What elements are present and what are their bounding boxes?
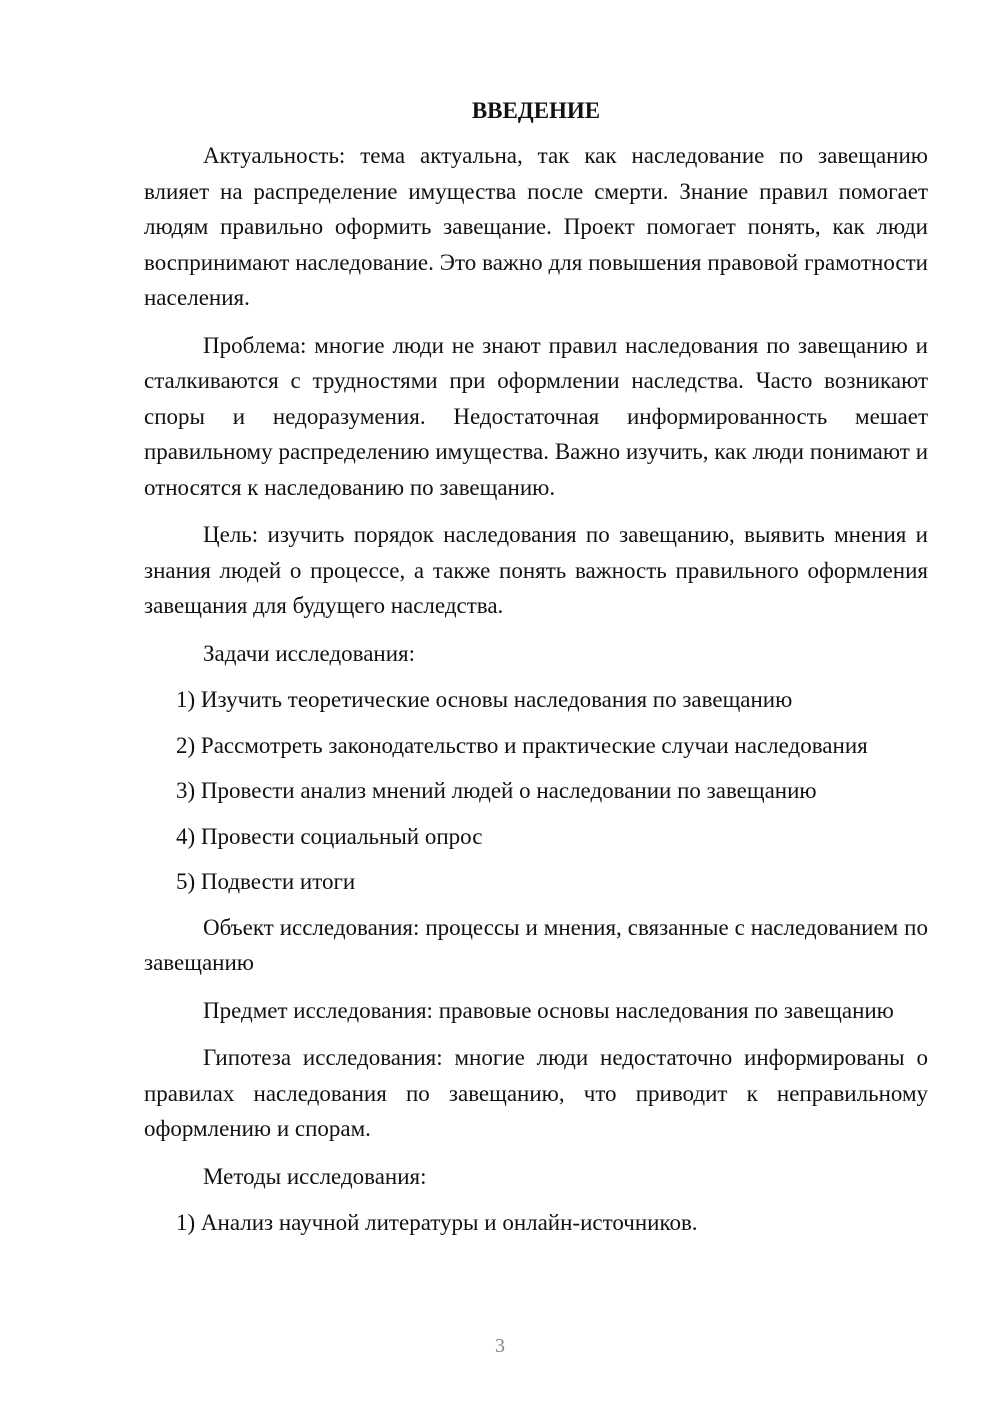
task-item: 5) Подвести итоги — [176, 869, 356, 894]
object-paragraph: Объект исследования: процессы и мнения, связанные с наследованием по завещанию — [144, 914, 928, 975]
page-title: ВВЕДЕНИЕ — [471, 98, 601, 123]
problem-paragraph: Проблема: многие люди не знают правил наследования по завещанию и сталкиваются с трудностями при оформлении наследства. Часто возникают споры и недоразумения. Недостаточная информированность мешает правильному распределению имущества. Важно изучить, как люди понимают и относятся к наследованию по завещанию. — [144, 332, 928, 500]
task-item: 1) Изучить теоретические основы наследования по завещанию — [176, 687, 793, 712]
methods-heading: Методы исследования: — [203, 1163, 427, 1189]
page-number: 3 — [495, 1335, 505, 1357]
method-item: 1) Анализ научной литературы и онлайн-источников. — [176, 1210, 698, 1235]
relevance-paragraph: Актуальность: тема актуальна, так как наследование по завещанию влияет на распределение имущества после смерти. Знание правил помогает людям правильно оформить завещание. Проект помогает понять, как люди воспринимают наследование. Это важно для повышения правовой грамотности населения. — [144, 143, 928, 310]
tasks-heading: Задачи исследования: — [203, 640, 416, 666]
task-item: 3) Провести анализ мнений людей о наследовании по завещанию — [176, 778, 817, 803]
document-page — [144, 97, 928, 1251]
task-item: 4) Провести социальный опрос — [176, 823, 483, 849]
tasks-list — [144, 682, 928, 900]
task-item: 2) Рассмотреть законодательство и практические случаи наследования — [176, 732, 868, 758]
subject-paragraph: Предмет исследования: правовые основы наследования по завещанию — [203, 997, 894, 1023]
methods-list — [144, 1205, 928, 1241]
goal-paragraph: Цель: изучить порядок наследования по завещанию, выявить мнения и знания людей о процессе, а также понять важность правильного оформления завещания для будущего наследства. — [144, 522, 928, 618]
hypothesis-paragraph: Гипотеза исследования: многие люди недостаточно информированы о правилах наследования по завещанию, что приводит к неправильному оформлению и спорам. — [144, 1045, 928, 1141]
